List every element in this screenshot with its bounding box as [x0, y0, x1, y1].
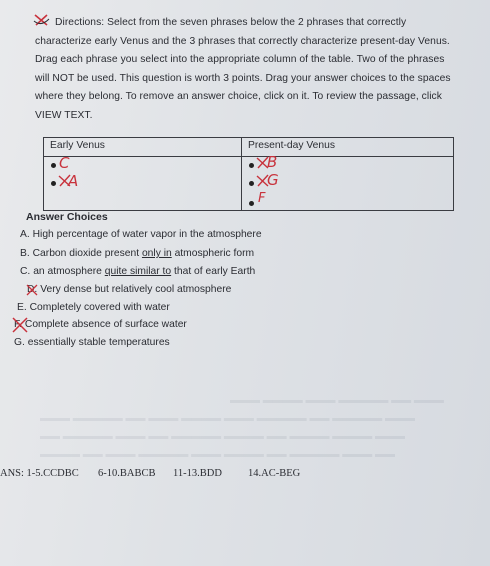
- choice-text: Carbon dioxide present: [32, 248, 142, 259]
- choice-text: atmospheric form: [171, 248, 255, 259]
- choice-text-underlined: quite similar to: [104, 266, 172, 277]
- handwritten-answer-c: C: [59, 154, 70, 172]
- choice-letter: B.: [20, 248, 30, 259]
- bullet-slot-1: [51, 163, 56, 168]
- handwritten-answer-b: B: [267, 153, 278, 171]
- choice-g[interactable]: [14, 337, 170, 348]
- show-through-text: ▬▬▬▬ ▬▬ ▬▬▬ ▬▬▬▬▬ ▬▬▬ ▬▬▬▬ ▬▬ ▬▬▬▬▬ ▬▬▬ ▬▬: [40, 449, 396, 460]
- choice-letter: C.: [20, 266, 31, 277]
- present-day-venus-drop-zone[interactable]: [242, 153, 454, 211]
- choice-text-underlined: only in: [141, 248, 172, 259]
- show-through-text: ▬▬▬ ▬▬▬▬▬ ▬▬ ▬▬▬ ▬▬▬▬ ▬▬▬ ▬▬▬▬▬ ▬▬ ▬▬▬▬▬ ▬▬▬: [40, 413, 416, 424]
- answer-key-11-13: 11-13.BDD: [173, 468, 222, 479]
- choice-text: High percentage of water vapor in the atmosphere: [32, 229, 262, 240]
- choice-text: Very dense but relatively cool atmosphere: [40, 284, 232, 295]
- answer-key-6-10: 6-10.BABCB: [98, 468, 156, 479]
- choice-text: that of early Earth: [171, 266, 256, 277]
- answer-key-14: 14.AC-BEG: [248, 468, 301, 479]
- choice-d[interactable]: [27, 284, 231, 295]
- bullet-slot-1: [249, 163, 254, 168]
- directions-paragraph: [35, 14, 460, 126]
- show-through-text: ▬▬ ▬▬▬▬▬ ▬▬▬ ▬▬ ▬▬▬▬▬ ▬▬▬▬ ▬▬ ▬▬▬▬ ▬▬▬▬ ▬▬▬: [40, 431, 406, 442]
- handwritten-x-mark: [12, 317, 28, 333]
- choice-a[interactable]: [20, 229, 262, 240]
- answer-choices-heading: Answer Choices: [26, 211, 108, 223]
- choice-letter: D.: [27, 284, 38, 295]
- show-through-text: ▬▬▬ ▬▬▬▬ ▬▬▬ ▬▬▬▬▬ ▬▬ ▬▬▬: [230, 395, 444, 406]
- handwritten-answer-g: G: [267, 171, 279, 189]
- choice-c[interactable]: [20, 266, 255, 277]
- bullet-slot-2: [51, 181, 56, 186]
- handwritten-answer-a: A: [68, 172, 79, 190]
- choice-text: essentially stable temperatures: [27, 337, 170, 348]
- choice-letter: A.: [20, 229, 30, 240]
- early-venus-drop-zone[interactable]: [44, 154, 242, 211]
- answer-table: [43, 137, 454, 211]
- handwritten-x-mark: [33, 13, 51, 27]
- handwritten-answer-f: F: [258, 191, 266, 206]
- choice-f[interactable]: [14, 319, 187, 330]
- choice-letter: F.: [14, 319, 23, 330]
- directions-text: Directions: Select from the seven phrases below the 2 phrases that correctly characterize early Venus and the 3 phrases that correctly characterize present-day Venus. Drag each phrase you select into the appropriate column of the table. Two of the phrases will NOT be used. This question is worth 3 points. Drag your answer choices to the spaces where they belong. To remove an answer choice, click on it. To review the passage, click VIEW TEXT.: [35, 17, 451, 121]
- bullet-slot-3: [249, 201, 254, 206]
- answer-key-1-5: ANS: 1-5.CCDBC: [0, 468, 79, 479]
- choice-text: Completely covered with water: [29, 302, 170, 313]
- choice-letter: E.: [17, 302, 27, 313]
- present-day-venus-header: Present-day Venus: [242, 138, 454, 157]
- choice-b[interactable]: [20, 248, 254, 259]
- bullet-slot-2: [249, 181, 254, 186]
- early-venus-header: Early Venus: [44, 138, 242, 157]
- choice-text: Complete absence of surface water: [24, 319, 187, 330]
- choice-text: an atmosphere: [33, 266, 105, 277]
- choice-letter: G.: [14, 337, 25, 348]
- handwritten-x-mark: [26, 284, 38, 296]
- choice-e[interactable]: [17, 302, 170, 313]
